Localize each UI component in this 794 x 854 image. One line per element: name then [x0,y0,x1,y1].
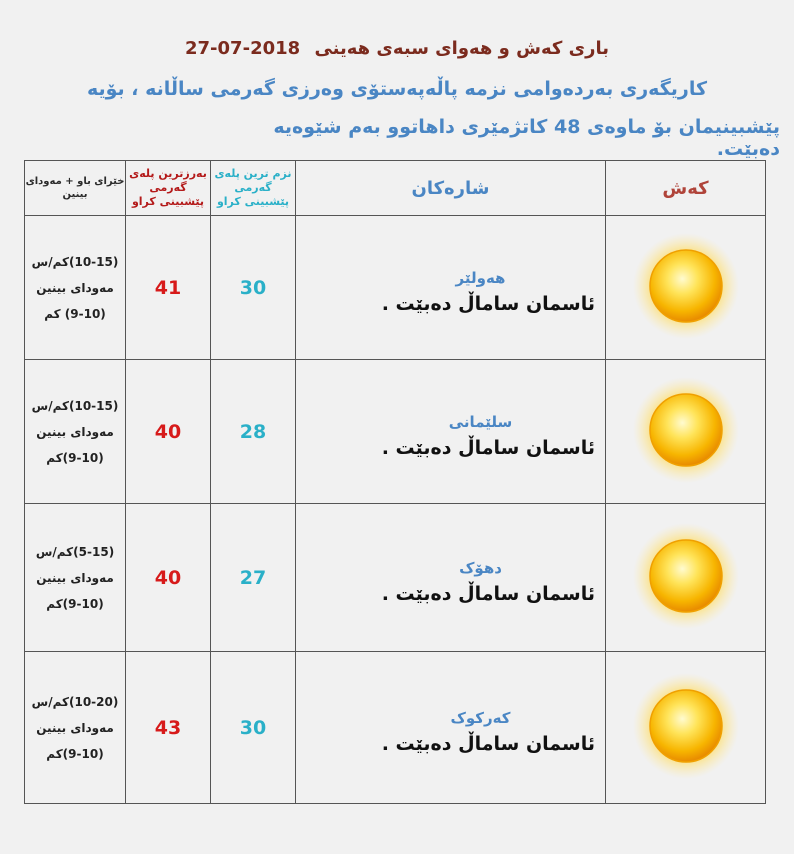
city-name: دهۆک [459,558,502,577]
header-max-temp: بەرزترین پلەی گەرمی پێشبینی کراو [126,161,211,216]
subtitle-line-1: کاریگەری بەردەوامی نزمە پاڵەپەستۆی وەرزی گەرمی ساڵانە ، بۆیە [86,78,708,100]
visibility-range: (9-10)کم [46,596,104,611]
sun-icon [631,521,741,631]
wind-speed: (10-15)کم/س [31,254,119,269]
max-temp: 43 [126,652,211,804]
min-temp: 28 [211,360,296,504]
weather-description: ئاسمان ساماڵ دەبێت . [381,436,595,459]
visibility-label: مەودای بینین [36,280,114,295]
visibility-range: (9-10)کم [46,746,104,761]
forecast-table [24,160,766,804]
city-cell [296,216,606,360]
header-weather: کەش [606,161,766,216]
table-header-row [25,161,766,216]
weather-description: ئاسمان ساماڵ دەبێت . [381,292,595,315]
table-row [25,216,766,360]
max-temp: 40 [126,504,211,652]
title-text: باری کەش و هەوای سبەی هەینی [314,38,610,59]
max-temp: 41 [126,216,211,360]
wind-cell [25,652,126,804]
subtitle-line-2: پێشبینیمان بۆ ماوەی 48 کاتژمێری داهاتوو بەم شێوەیە دەبێت. [273,116,780,160]
table-row [25,652,766,804]
table-row [25,360,766,504]
city-cell [296,504,606,652]
visibility-label: مەودای بینین [36,570,114,585]
visibility-label: مەودای بینین [36,720,114,735]
sun-icon [631,375,741,485]
max-temp: 40 [126,360,211,504]
wind-speed: (10-20)کم/س [31,694,119,709]
city-name: کەرکوک [450,708,511,727]
weather-description: ئاسمان ساماڵ دەبێت . [381,582,595,605]
weather-icon-cell [606,504,766,652]
page-title [0,38,794,59]
min-temp: 30 [211,652,296,804]
weather-icon-cell [606,216,766,360]
sun-icon [631,231,741,341]
wind-speed: (10-15)کم/س [31,398,119,413]
visibility-range: (9-10) کم [44,306,106,321]
min-temp: 27 [211,504,296,652]
header-cities: شارەکان [296,161,606,216]
city-cell [296,652,606,804]
wind-cell [25,216,126,360]
sun-icon [631,671,741,781]
city-name: هەولێر [455,268,506,287]
wind-cell [25,504,126,652]
weather-description: ئاسمان ساماڵ دەبێت . [381,732,595,755]
weather-icon-cell [606,360,766,504]
min-temp: 30 [211,216,296,360]
header-wind: خێرای باو + مەودای بینین [25,161,126,216]
table-row [25,504,766,652]
visibility-label: مەودای بینین [36,424,114,439]
city-name: سلێمانی [448,412,513,431]
wind-cell [25,360,126,504]
wind-speed: (5-15)کم/س [35,544,115,559]
city-cell [296,360,606,504]
forecast-date: 2018-07-27 [184,38,301,59]
weather-icon-cell [606,652,766,804]
visibility-range: (9-10)کم [46,450,104,465]
header-min-temp: نزم ترین پلەی گەرمی پێشبینی کراو [211,161,296,216]
